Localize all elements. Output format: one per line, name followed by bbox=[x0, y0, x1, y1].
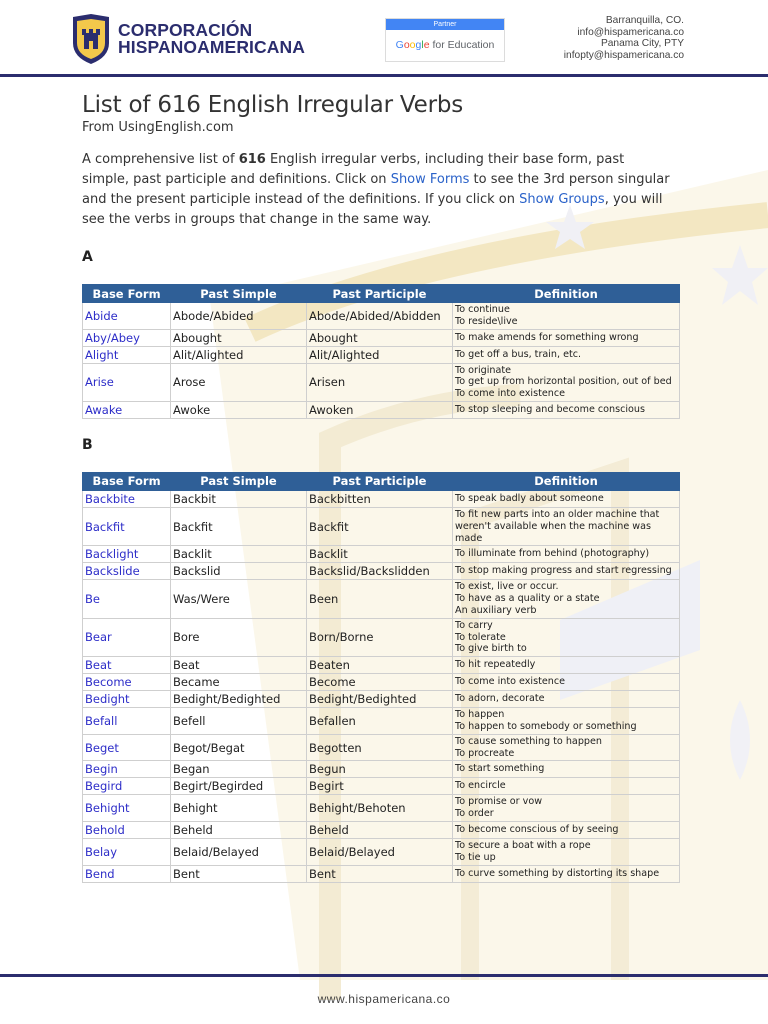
definition-line: An auxiliary verb bbox=[455, 604, 537, 616]
verb-base-form-link[interactable]: Bedight bbox=[83, 691, 171, 708]
verb-definition bbox=[453, 507, 680, 545]
table-row bbox=[83, 734, 680, 761]
verb-base-form-link[interactable]: Backlight bbox=[83, 546, 171, 563]
verb-past-participle: Abought bbox=[307, 329, 453, 346]
definition-line: To procreate bbox=[455, 747, 515, 759]
page-header bbox=[0, 0, 768, 76]
intro-text-1: A comprehensive list of bbox=[82, 152, 239, 167]
column-header[interactable]: Past Participle bbox=[307, 285, 453, 303]
logo-line-2: HISPANOAMERICANA bbox=[118, 37, 305, 57]
definition-line: To happen bbox=[455, 709, 505, 721]
page-title: List of 616 English Irregular Verbs bbox=[82, 92, 464, 118]
contact-email-2[interactable]: infopty@hispamericana.co bbox=[563, 49, 684, 61]
brand-logo[interactable] bbox=[70, 13, 305, 65]
verb-definition bbox=[453, 734, 680, 761]
verb-definition bbox=[453, 618, 680, 656]
definition-line: To fit new parts into an older machine that weren't available when the machine was made bbox=[455, 508, 660, 544]
table-row bbox=[83, 691, 680, 708]
verb-past-participle: Befallen bbox=[307, 708, 453, 735]
verb-past-participle: Arisen bbox=[307, 363, 453, 401]
verb-past-participle: Belaid/Belayed bbox=[307, 838, 453, 865]
definition-line: To become conscious of by seeing bbox=[455, 824, 619, 836]
verb-past-simple: Was/Were bbox=[171, 580, 307, 618]
definition-line: To get up from horizontal position, out of bed bbox=[455, 376, 672, 388]
verb-past-participle: Begotten bbox=[307, 734, 453, 761]
definition-line: To originate bbox=[455, 364, 512, 376]
intro-paragraph bbox=[82, 150, 672, 230]
table-row bbox=[83, 795, 680, 822]
verbs-table bbox=[82, 284, 680, 419]
definition-line: To adorn, decorate bbox=[455, 693, 545, 705]
verb-past-simple: Bent bbox=[171, 865, 307, 882]
definition-line: To stop sleeping and become conscious bbox=[455, 404, 646, 416]
verb-definition bbox=[453, 674, 680, 691]
table-row bbox=[83, 778, 680, 795]
footer-website[interactable]: www.hispamericana.co bbox=[317, 992, 451, 1006]
verb-past-simple: Backlit bbox=[171, 546, 307, 563]
verb-definition bbox=[453, 865, 680, 882]
definition-line: To continue bbox=[455, 304, 510, 315]
verb-definition bbox=[453, 490, 680, 507]
table-header-row bbox=[83, 472, 680, 490]
verb-past-simple: Backslid bbox=[171, 563, 307, 580]
verb-base-form-link[interactable]: Begird bbox=[83, 778, 171, 795]
verb-base-form-link[interactable]: Bend bbox=[83, 865, 171, 882]
contact-city-2: Panama City, PTY bbox=[600, 38, 684, 49]
table-row bbox=[83, 761, 680, 778]
verb-past-simple: Beheld bbox=[171, 821, 307, 838]
verb-past-participle: Backslid/Backslidden bbox=[307, 563, 453, 580]
verb-past-simple: Abought bbox=[171, 329, 307, 346]
verb-base-form-link[interactable]: Aby/Abey bbox=[83, 329, 171, 346]
definition-line: To get off a bus, train, etc. bbox=[455, 348, 582, 360]
verb-past-participle: Begun bbox=[307, 761, 453, 778]
verb-base-form-link[interactable]: Beget bbox=[83, 734, 171, 761]
column-header[interactable]: Past Simple bbox=[171, 285, 307, 303]
verb-base-form-link[interactable]: Be bbox=[83, 580, 171, 618]
verb-past-simple: Backbit bbox=[171, 490, 307, 507]
verb-sections bbox=[82, 249, 682, 883]
verb-past-participle: Born/Borne bbox=[307, 618, 453, 656]
definition-line: To happen to somebody or something bbox=[455, 720, 637, 732]
verb-base-form-link[interactable]: Begin bbox=[83, 761, 171, 778]
verb-past-participle: Been bbox=[307, 580, 453, 618]
verb-past-simple: Begirt/Begirded bbox=[171, 778, 307, 795]
table-row bbox=[83, 329, 680, 346]
table-header-row bbox=[83, 285, 680, 303]
verb-definition bbox=[453, 838, 680, 865]
shield-logo-icon bbox=[70, 13, 112, 65]
google-partner-badge bbox=[385, 18, 505, 62]
column-header[interactable]: Base Form bbox=[83, 285, 171, 303]
verb-past-simple: Begot/Begat bbox=[171, 734, 307, 761]
table-row bbox=[83, 821, 680, 838]
verb-definition bbox=[453, 657, 680, 674]
table-row bbox=[83, 865, 680, 882]
verb-base-form-link[interactable]: Abide bbox=[83, 303, 171, 330]
definition-line: To give birth to bbox=[455, 643, 527, 655]
verb-past-participle: Awoken bbox=[307, 401, 453, 418]
definition-line: To exist, live or occur. bbox=[455, 581, 559, 593]
verb-past-simple: Beat bbox=[171, 657, 307, 674]
definition-line: To curve something by distorting its shape bbox=[455, 867, 660, 879]
table-row bbox=[83, 507, 680, 545]
verb-base-form-link[interactable]: Befall bbox=[83, 708, 171, 735]
definition-line: To speak badly about someone bbox=[455, 493, 604, 505]
verbs-table bbox=[82, 472, 680, 883]
verb-past-simple: Backfit bbox=[171, 507, 307, 545]
verb-base-form-link[interactable]: Behight bbox=[83, 795, 171, 822]
logo-line-1: CORPORACIÓN bbox=[118, 20, 253, 40]
verb-definition bbox=[453, 401, 680, 418]
definition-line: To have as a quality or a state bbox=[455, 593, 600, 605]
contact-email-1[interactable]: info@hispamericana.co bbox=[577, 26, 684, 38]
verb-base-form-link[interactable]: Alight bbox=[83, 346, 171, 363]
definition-line: To encircle bbox=[455, 780, 506, 792]
verb-past-participle: Beaten bbox=[307, 657, 453, 674]
table-row bbox=[83, 546, 680, 563]
definition-line: To secure a boat with a rope bbox=[455, 839, 591, 851]
definition-line: To cause something to happen bbox=[455, 735, 602, 747]
contact-info bbox=[564, 15, 684, 61]
section-letter: A bbox=[82, 249, 93, 265]
table-row bbox=[83, 363, 680, 401]
verb-base-form-link[interactable]: Bear bbox=[83, 618, 171, 656]
verb-base-form-link[interactable]: Backbite bbox=[83, 490, 171, 507]
table-row bbox=[83, 303, 680, 330]
table-row bbox=[83, 580, 680, 618]
definition-line: To illuminate from behind (photography) bbox=[455, 548, 650, 560]
verb-definition bbox=[453, 329, 680, 346]
intro-text-3: to see the 3rd person singular and the present participle instead of the definitions. If you click on bbox=[82, 172, 670, 207]
for-education-text: for Education bbox=[432, 39, 495, 51]
column-header[interactable]: Definition bbox=[453, 472, 680, 490]
table-row bbox=[83, 490, 680, 507]
verb-base-form-link[interactable]: Become bbox=[83, 674, 171, 691]
verb-past-participle: Begirt bbox=[307, 778, 453, 795]
definition-line: To tie up bbox=[455, 851, 496, 863]
table-row bbox=[83, 674, 680, 691]
table-row bbox=[83, 563, 680, 580]
definition-line: To start something bbox=[455, 763, 545, 775]
definition-line: To stop making progress and start regressing bbox=[455, 565, 672, 577]
source-credit: From UsingEnglish.com bbox=[82, 120, 234, 135]
verb-base-form-link[interactable]: Belay bbox=[83, 838, 171, 865]
verb-past-simple: Befell bbox=[171, 708, 307, 735]
verb-past-simple: Belaid/Belayed bbox=[171, 838, 307, 865]
verb-past-simple: Arose bbox=[171, 363, 307, 401]
partner-label: Partner bbox=[386, 19, 504, 30]
main-content bbox=[82, 92, 682, 883]
verb-past-participle: Alit/Alighted bbox=[307, 346, 453, 363]
google-wordmark: Google bbox=[395, 39, 430, 51]
verb-past-participle: Bedight/Bedighted bbox=[307, 691, 453, 708]
verb-past-participle: Become bbox=[307, 674, 453, 691]
verb-past-simple: Awoke bbox=[171, 401, 307, 418]
verb-definition bbox=[453, 346, 680, 363]
verb-definition bbox=[453, 821, 680, 838]
column-header[interactable]: Definition bbox=[453, 285, 680, 303]
definition-line: To make amends for something wrong bbox=[455, 331, 639, 343]
table-row bbox=[83, 657, 680, 674]
verb-definition bbox=[453, 778, 680, 795]
table-row bbox=[83, 708, 680, 735]
definition-line: To hit repeatedly bbox=[455, 659, 536, 671]
verb-base-form-link[interactable]: Arise bbox=[83, 363, 171, 401]
verb-base-form-link[interactable]: Awake bbox=[83, 401, 171, 418]
verb-definition bbox=[453, 580, 680, 618]
definition-line: To come into existence bbox=[455, 676, 566, 688]
verb-base-form-link[interactable]: Backslide bbox=[83, 563, 171, 580]
verb-past-participle: Backlit bbox=[307, 546, 453, 563]
column-header[interactable]: Past Participle bbox=[307, 472, 453, 490]
footer-divider bbox=[0, 974, 768, 977]
column-header[interactable]: Base Form bbox=[83, 472, 171, 490]
definition-line: To come into existence bbox=[455, 388, 566, 400]
verb-past-simple: Abode/Abided bbox=[171, 303, 307, 330]
definition-line: To order bbox=[455, 808, 494, 820]
verb-past-participle: Beheld bbox=[307, 821, 453, 838]
verb-past-simple: Began bbox=[171, 761, 307, 778]
intro-text-4: , you will see the verbs in groups that change in the same way. bbox=[82, 192, 663, 227]
verb-past-simple: Bedight/Bedighted bbox=[171, 691, 307, 708]
verb-definition bbox=[453, 761, 680, 778]
intro-text-2: English irregular verbs, including their base form, past simple, past participle and definitions. Click on bbox=[82, 152, 625, 187]
verb-past-simple: Alit/Alighted bbox=[171, 346, 307, 363]
verb-definition bbox=[453, 303, 680, 330]
table-row bbox=[83, 618, 680, 656]
verb-past-participle: Backfit bbox=[307, 507, 453, 545]
column-header[interactable]: Past Simple bbox=[171, 472, 307, 490]
verb-past-participle: Behight/Behoten bbox=[307, 795, 453, 822]
header-divider bbox=[0, 74, 768, 77]
verb-past-simple: Became bbox=[171, 674, 307, 691]
verb-past-simple: Behight bbox=[171, 795, 307, 822]
verb-past-participle: Abode/Abided/Abidden bbox=[307, 303, 453, 330]
definition-line: To tolerate bbox=[455, 631, 506, 643]
verb-definition bbox=[453, 795, 680, 822]
verb-base-form-link[interactable]: Beat bbox=[83, 657, 171, 674]
verb-definition bbox=[453, 691, 680, 708]
verb-past-participle: Backbitten bbox=[307, 490, 453, 507]
contact-city-1: Barranquilla, CO. bbox=[605, 15, 684, 26]
verb-base-form-link[interactable]: Backfit bbox=[83, 507, 171, 545]
table-row bbox=[83, 838, 680, 865]
verb-definition bbox=[453, 546, 680, 563]
verb-past-simple: Bore bbox=[171, 618, 307, 656]
table-row bbox=[83, 401, 680, 418]
verb-count: 616 bbox=[238, 152, 266, 167]
show-forms-link[interactable]: Show Forms bbox=[390, 172, 470, 187]
show-groups-link[interactable]: Show Groups bbox=[519, 192, 605, 207]
verb-definition bbox=[453, 363, 680, 401]
definition-line: To promise or vow bbox=[455, 796, 543, 808]
verb-past-participle: Bent bbox=[307, 865, 453, 882]
table-row bbox=[83, 346, 680, 363]
definition-line: To carry bbox=[455, 619, 493, 631]
section-letter: B bbox=[82, 436, 93, 453]
verb-base-form-link[interactable]: Behold bbox=[83, 821, 171, 838]
definition-line: To reside\live bbox=[455, 315, 518, 327]
verb-definition bbox=[453, 708, 680, 735]
verb-definition bbox=[453, 563, 680, 580]
